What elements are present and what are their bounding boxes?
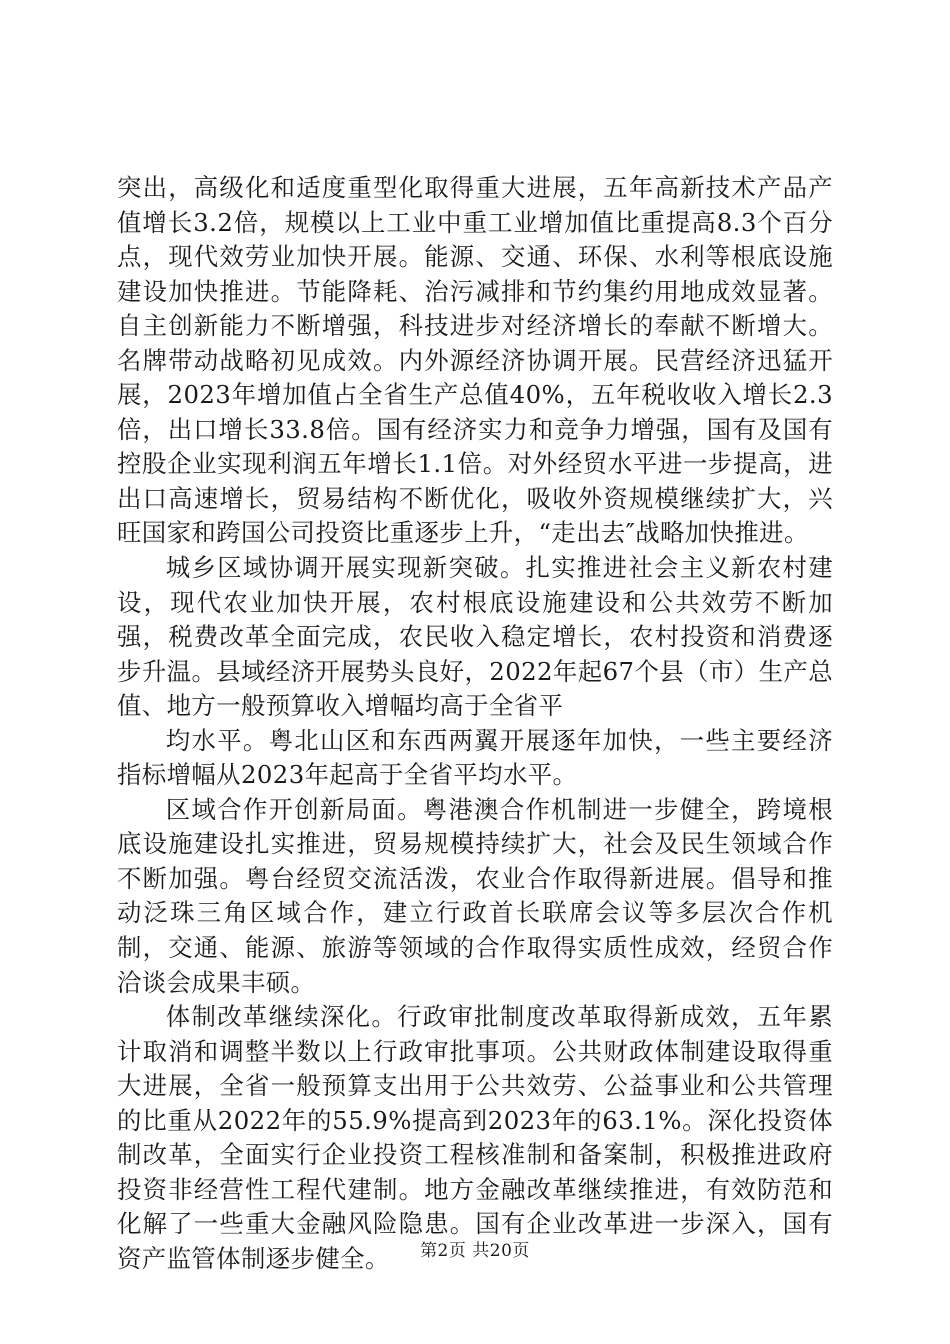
paragraph-industry-economy: 突出，高级化和适度重型化取得重大进展，五年高新技术产品产值增长3.2倍，规模以上工业中重工业增加值比重提高8.3个百分点，现代效劳业加快开展。能源、交通、环保、水利等根底设施建设加快推进。节能降耗、治污减排和节约集约用地成效显著。自主创新能力不断增强，科技进步对经济增长的奉献不断增大。名牌带动战略初见成效。内外源经济协调开展。民营经济迅猛开展，2023年增加值占全省生产总值40%，五年税收收入增长2.3倍，出口增长33.8倍。国有经济实力和竞争力增强，国有及国有控股企业实现利润五年增长1.1倍。对外经贸水平进一步提高，进出口高速增长，贸易结构不断优化，吸收外资规模继续扩大，兴旺国家和跨国公司投资比重逐步上升，“走出去″战略加快推进。 bbox=[117, 173, 833, 548]
document-body bbox=[117, 171, 833, 1277]
page-number-footer: 第2页 共20页 bbox=[420, 1241, 530, 1261]
paragraph-regional-cooperation: 区域合作开创新局面。粤港澳合作机制进一步健全，跨境根底设施建设扎实推进，贸易规模持续扩大，社会及民生领域合作不断加强。粤台经贸交流活泼，农业合作取得新进展。倡导和推动泛珠三角区域合作，建立行政首长联席会议等多层次合作机制，交通、能源、旅游等领域的合作取得实质性成效，经贸合作洽谈会成果丰硕。 bbox=[117, 794, 833, 997]
paragraph-regional-level: 均水平。粤北山区和东西两翼开展逐年加快，一些主要经济指标增幅从2023年起高于全省平均水平。 bbox=[117, 725, 833, 790]
paragraph-urban-rural: 城乡区域协调开展实现新突破。扎实推进社会主义新农村建设，现代农业加快开展，农村根底设施建设和公共效劳不断加强，税费改革全面完成，农民收入稳定增长，农村投资和消费逐步升温。县域经济开展势头良好，2022年起67个县（市）生产总值、地方一般预算收入增幅均高于全省平 bbox=[117, 553, 833, 721]
paragraph-system-reform: 体制改革继续深化。行政审批制度改革取得新成效，五年累计取消和调整半数以上行政审批事项。公共财政体制建设取得重大进展，全省一般预算支出用于公共效劳、公益事业和公共管理的比重从2022年的55.9%提高到2023年的63.1%。深化投资体制改革，全面实行企业投资工程核准制和备案制，积极推进政府投资非经营性工程代建制。地方金融改革继续推进，有效防范和化解了一些重大金融风险隐患。国有企业改革进一步深入，国有资产监管体制逐步健全。 bbox=[117, 1002, 833, 1273]
